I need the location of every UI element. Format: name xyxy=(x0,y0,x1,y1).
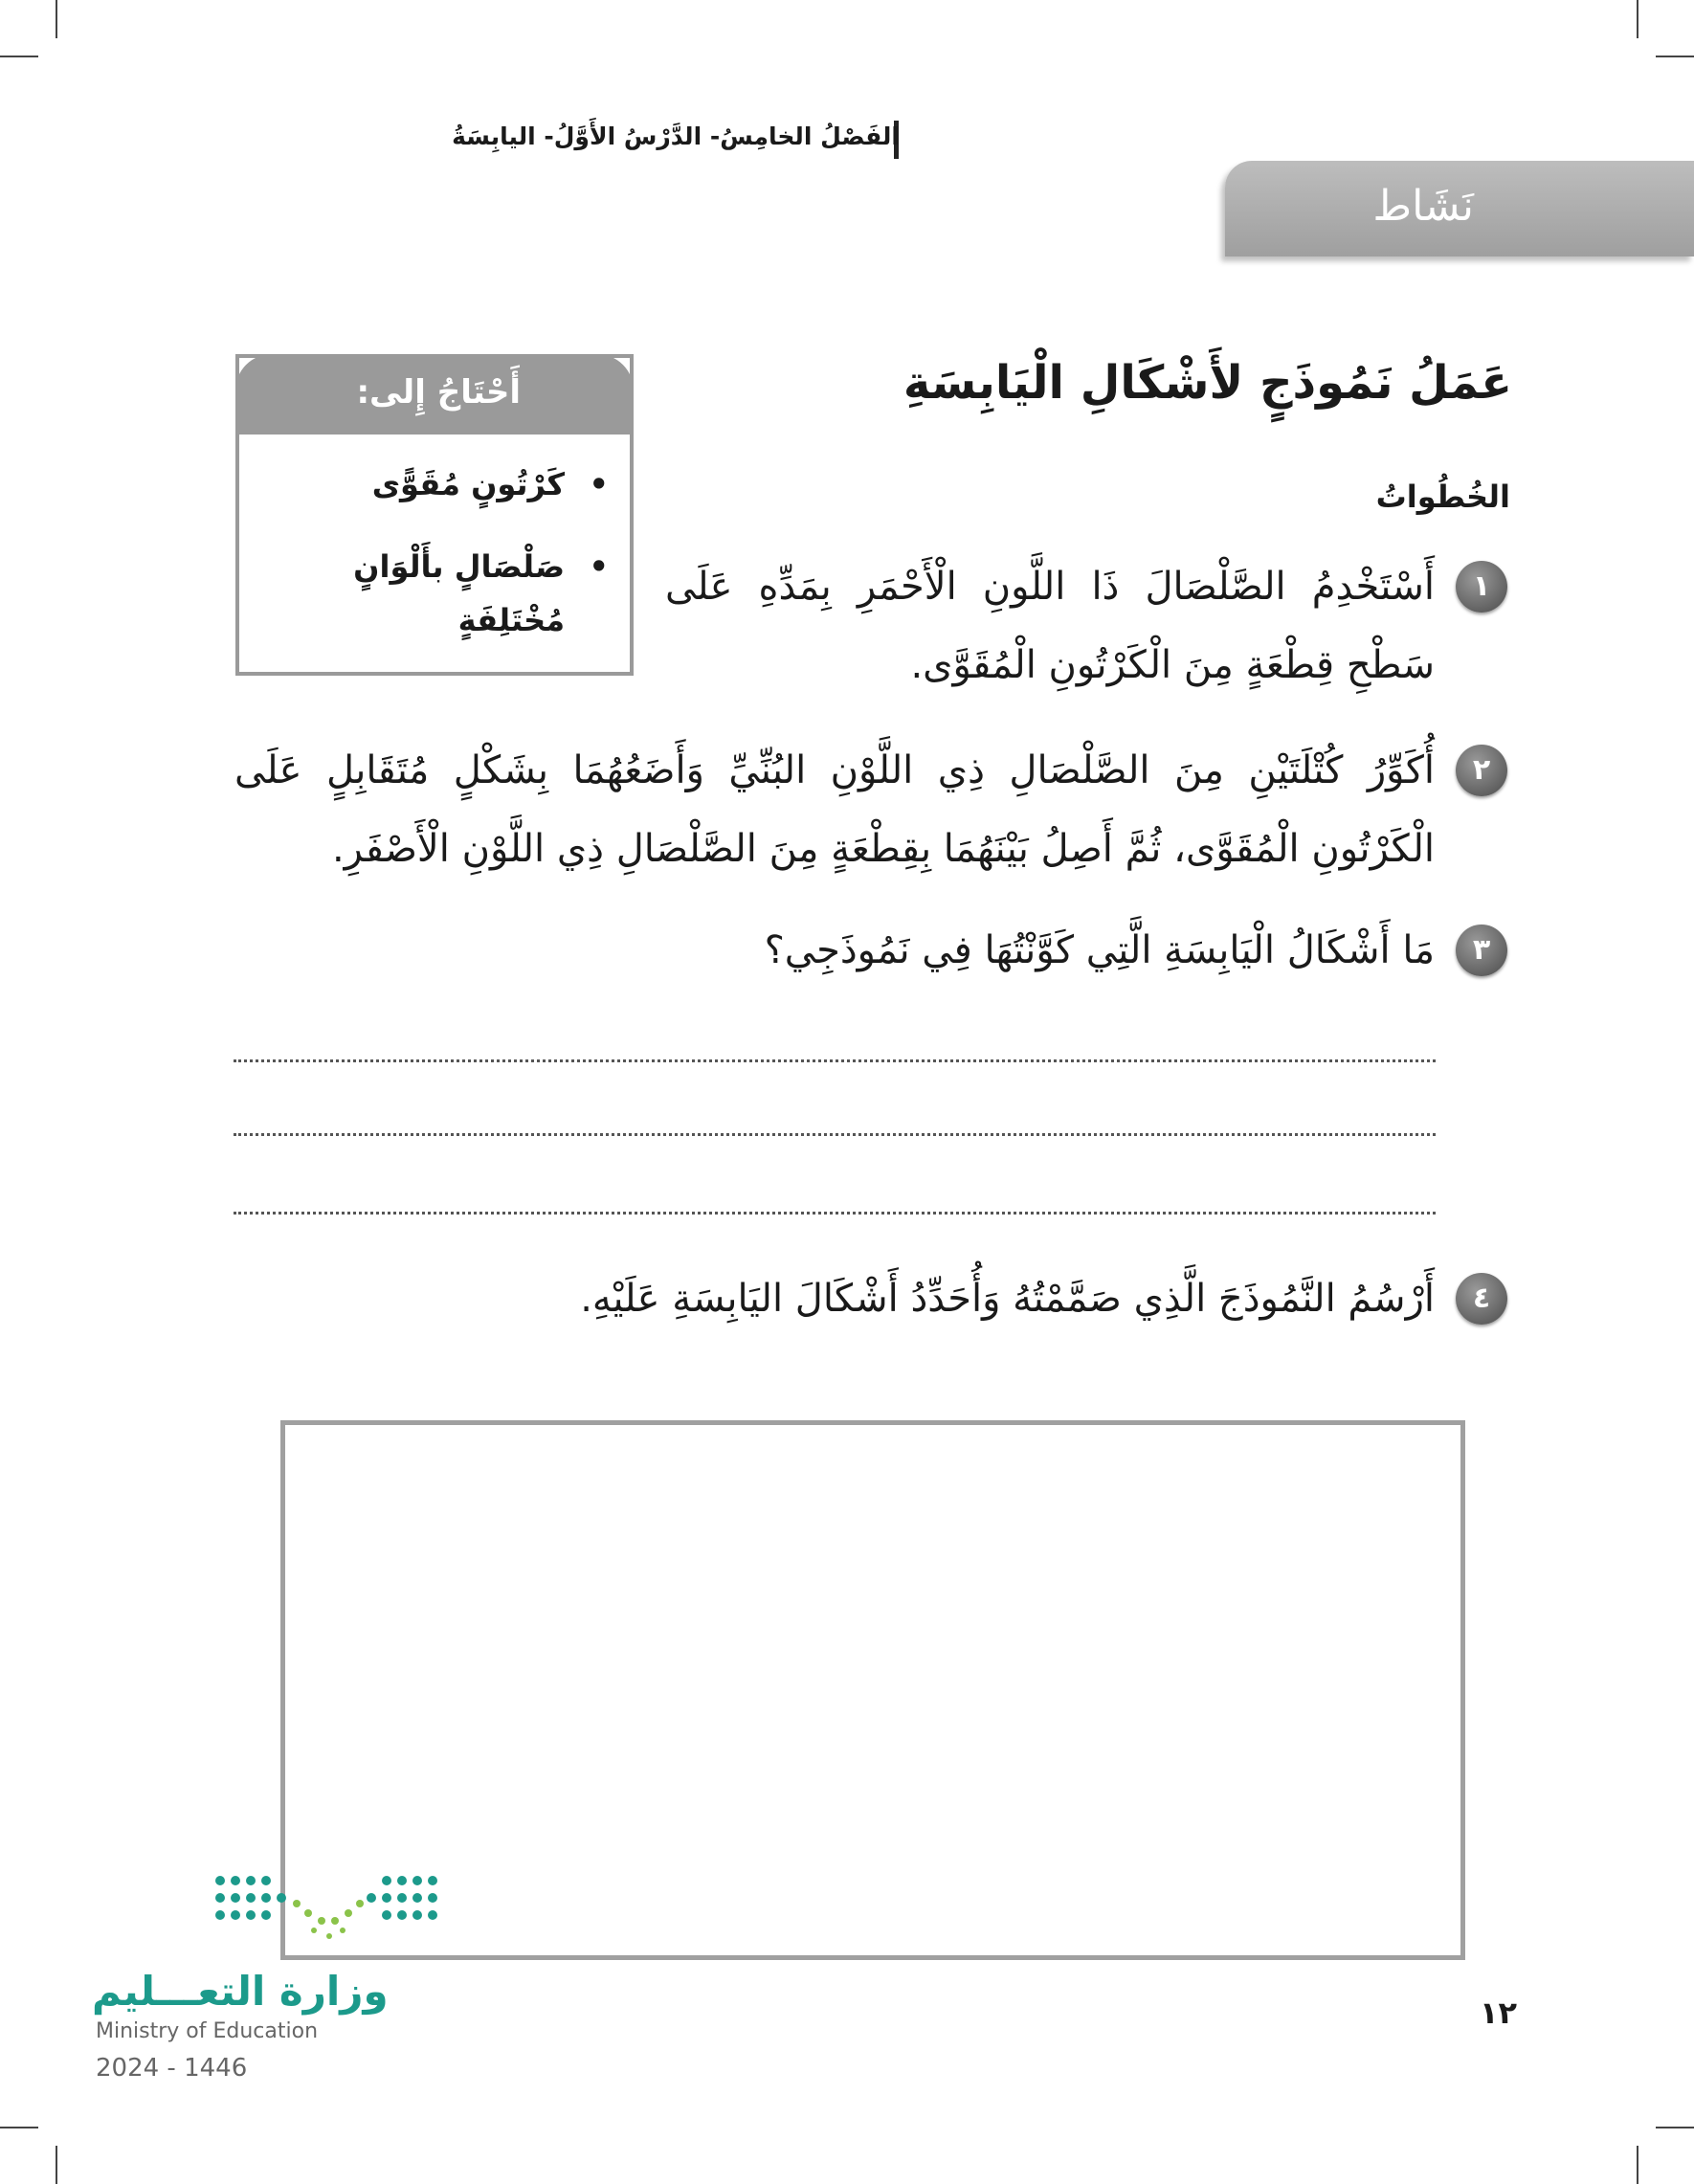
materials-heading: أَحْتَاجُ إِلى: xyxy=(356,373,521,412)
ministry-name-arabic: وزارة التعـــليم xyxy=(92,1968,389,2015)
materials-box-header xyxy=(235,354,634,435)
steps-heading: الخُطُواتُ xyxy=(1375,479,1510,515)
chapter-breadcrumb: الفَصْلُ الخامِسُ- الدَّرْسُ الأَوَّلُ- اليابِسَةُ xyxy=(452,123,900,150)
bullet-icon: • xyxy=(589,548,609,585)
crop-mark xyxy=(1637,0,1638,38)
step-number-badge: ١ xyxy=(1456,561,1507,613)
crop-mark xyxy=(56,0,57,38)
answer-line[interactable] xyxy=(234,1059,1436,1062)
step-text: أَرْسُمُ النَّمُوذَجَ الَّذِي صَمَّمْتُهُ وَأُحَدِّدُ أَشْكَالَ اليَابِسَةِ عَلَيْهِ. xyxy=(580,1277,1435,1321)
crop-mark xyxy=(1637,2146,1638,2184)
list-item: • صَلْصَالٍ بأَلْوَانٍ مُخْتَلِفَةٍ xyxy=(316,540,609,647)
answer-line[interactable] xyxy=(234,1133,1436,1136)
step-3 xyxy=(234,911,1507,990)
crop-mark xyxy=(0,2127,38,2128)
activity-tab xyxy=(1225,161,1694,256)
step-number-badge: ٤ xyxy=(1456,1273,1507,1325)
crop-mark xyxy=(1656,56,1694,57)
drawing-area[interactable] xyxy=(280,1420,1465,1960)
activity-title: عَمَلُ نَمُوذَجٍ لأَشْكَالِ الْيَابِسَةِ xyxy=(903,356,1512,410)
step-number-badge: ٢ xyxy=(1456,745,1507,796)
edition-year: 2024 - 1446 xyxy=(96,2054,248,2083)
materials-box xyxy=(235,354,634,676)
step-4 xyxy=(234,1259,1507,1338)
ministry-logo-icon xyxy=(209,1871,448,1948)
crop-mark xyxy=(56,2146,57,2184)
step-text: مَا أَشْكَالُ الْيَابِسَةِ الَّتِي كَوَّنْتُهَا فِي نَمُوذَجِي؟ xyxy=(764,928,1435,972)
list-item: • كَرْتُونٍ مُقَوًّى xyxy=(316,457,609,511)
step-text: أَسْتَخْدِمُ الصَّلْصَالَ ذَا اللَّونِ الْأَحْمَرِ بِمَدِّهِ عَلَى سَطْحِ قِطْعَةٍ مِنَ الْكَرْتُونِ الْمُقَوَّى. xyxy=(665,565,1435,687)
step-2 xyxy=(234,731,1507,888)
activity-tab-label: نَشَاط xyxy=(1372,182,1474,231)
step-text: أُكَوِّرُ كُتْلَتَيْنِ مِنَ الصَّلْصَالِ ذِي اللَّوْنِ البُنِّيِّ وَأَضَعُهُمَا بِشَكْلٍ مُتَقَابِلٍ عَلَى الْكَرْتُونِ الْمُقَوَّى، ثُمَّ أَصِلُ بَيْنَهُمَا بِقِطْعَةٍ مِنَ الصَّلْصَالِ ذِي اللَّوْنِ الْأَصْفَرِ. xyxy=(234,748,1435,871)
bullet-icon: • xyxy=(589,466,609,502)
materials-list xyxy=(316,457,609,676)
crop-mark xyxy=(0,56,38,57)
crop-mark xyxy=(1656,2127,1694,2128)
step-number-badge: ٣ xyxy=(1456,925,1507,976)
answer-line[interactable] xyxy=(234,1212,1436,1215)
step-1 xyxy=(665,547,1507,704)
page-number: ١٢ xyxy=(1480,1995,1518,2031)
ministry-name-english: Ministry of Education xyxy=(96,2019,319,2043)
